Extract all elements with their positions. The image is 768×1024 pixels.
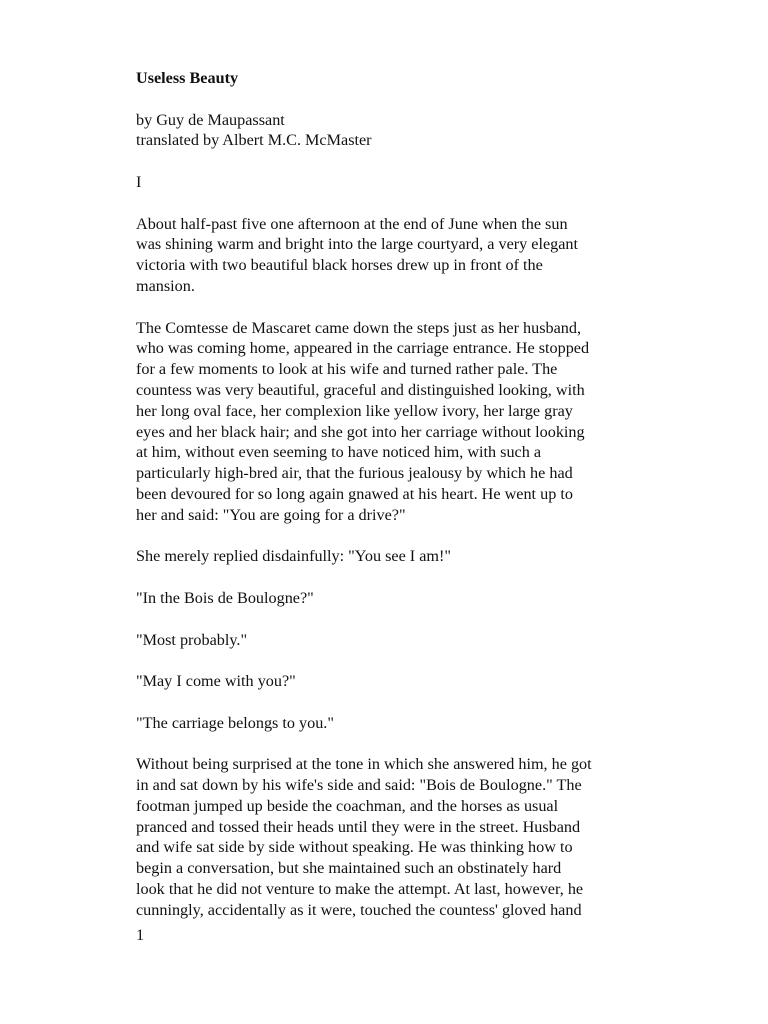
body-text [136, 214, 636, 921]
text-line: Without being surprised at the tone in which she answered him, he got [136, 755, 592, 774]
spacer [136, 567, 636, 588]
text-line: About half-past five one afternoon at the end of June when the sun [136, 214, 568, 233]
text-line: look that he did not venture to make the attempt. At last, however, he [136, 880, 584, 899]
document-title: Useless Beauty [136, 69, 239, 87]
text-line: particularly high-bred air, that the furious jealousy by which he had [136, 464, 573, 483]
text-line: "May I come with you?" [136, 672, 296, 691]
section-heading: I [136, 172, 142, 191]
spacer [136, 297, 636, 318]
text-line: countess was very beautiful, graceful and distinguished looking, with [136, 380, 585, 399]
spacer [136, 151, 636, 172]
text-line: her long oval face, her complexion like yellow ivory, her large gray [136, 401, 573, 420]
spacer [136, 526, 636, 547]
text-line: footman jumped up beside the coachman, and the horses as usual [136, 796, 559, 815]
paragraph [136, 713, 636, 734]
text-line: in and sat down by his wife's side and said: "Bois de Boulogne." The [136, 776, 582, 795]
text-line: been devoured for so long again gnawed at his heart. He went up to [136, 484, 573, 503]
paragraph [136, 214, 636, 297]
text-line: The Comtesse de Mascaret came down the steps just as her husband, [136, 318, 582, 337]
text-line: She merely replied disdainfully: "You see I am!" [136, 547, 452, 566]
spacer [136, 193, 636, 214]
page-number: 1 [136, 926, 145, 944]
text-line: cunningly, accidentally as it were, touched the countess' gloved hand [136, 900, 582, 919]
text-line: who was coming home, appeared in the carriage entrance. He stopped [136, 339, 590, 358]
text-line: "Most probably." [136, 630, 248, 649]
spacer [136, 734, 636, 755]
text-line: "In the Bois de Boulogne?" [136, 588, 314, 607]
text-line: for a few moments to look at his wife and turned rather pale. The [136, 360, 558, 379]
paragraph [136, 546, 636, 567]
text-line: her and said: "You are going for a drive?" [136, 505, 406, 524]
paragraph [136, 671, 636, 692]
paragraph [136, 754, 636, 920]
document-page [136, 68, 636, 921]
text-line: victoria with two beautiful black horses drew up in front of the [136, 256, 543, 275]
text-line: mansion. [136, 276, 195, 295]
text-line: begin a conversation, but she maintained such an obstinately hard [136, 859, 562, 878]
byline: by Guy de Maupassant [136, 110, 285, 129]
spacer [136, 650, 636, 671]
translator-line: translated by Albert M.C. McMaster [136, 131, 372, 150]
paragraph [136, 318, 636, 526]
text-line: and wife sat side by side without speaking. He was thinking how to [136, 838, 573, 857]
spacer [136, 692, 636, 713]
spacer [136, 609, 636, 630]
text-line: at him, without even seeming to have noticed him, with such a [136, 443, 542, 462]
text-line: was shining warm and bright into the large courtyard, a very elegant [136, 235, 579, 254]
paragraph [136, 588, 636, 609]
text-line: "The carriage belongs to you." [136, 713, 334, 732]
text-line: eyes and her black hair; and she got into her carriage without looking [136, 422, 585, 441]
paragraph [136, 630, 636, 651]
text-line: pranced and tossed their heads until they were in the street. Husband [136, 817, 581, 836]
spacer [136, 89, 636, 110]
